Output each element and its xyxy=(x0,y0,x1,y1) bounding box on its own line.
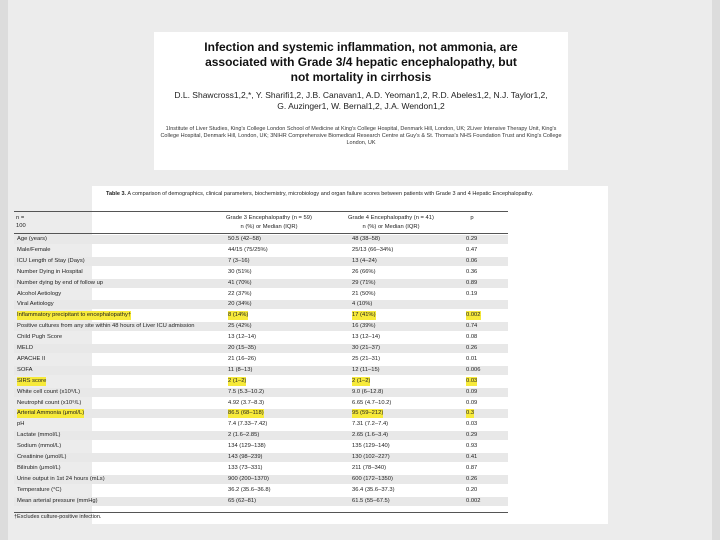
row-label: Number dying by end of follow up xyxy=(17,279,104,286)
table-row xyxy=(14,409,508,418)
grade4-value: 12 (11–15) xyxy=(352,366,380,373)
table-row xyxy=(14,475,508,484)
grade3-value: 36.2 (35.6–36.8) xyxy=(228,486,271,493)
affiliations: 1Institute of Liver Studies, King's College London School of Medicine at King's College Hospital, Denmark Hill, London, UK; 2Liver Intensive Therapy Unit, King's College Hospital, Denmark Hill, London, UK; 3NIHR Comprehensive Biomedical Research Centre at Guy's & St. Thomas's NHS Foundation Trust and King's College London, UK xyxy=(160,126,562,146)
table-caption-text: A comparison of demographics, clinical parameters, biochemistry, microbiology and organ failure scores between patients with Grade 3 and 4 Hepatic Encephalopathy. xyxy=(127,191,534,197)
row-label: Alcohol Aetiology xyxy=(17,290,62,297)
row-label: Age (years) xyxy=(17,236,47,242)
paper-title xyxy=(154,40,568,85)
row-label: Male/Female xyxy=(17,246,51,253)
p-value: 0.08 xyxy=(466,334,478,341)
grade4-value: 36.4 (35.6–37.3) xyxy=(352,486,395,493)
grade4-value: 135 (129–140) xyxy=(352,443,390,450)
table-footnote: †Excludes culture-positive infection. xyxy=(14,514,102,520)
grade3-value: 134 (129–138) xyxy=(228,443,266,450)
p-value: 0.09 xyxy=(466,399,478,406)
grade4-value: 25/13 (66–34%) xyxy=(352,246,394,253)
table-row xyxy=(14,333,508,342)
p-value: 0.26 xyxy=(466,475,478,482)
p-value: 0.002 xyxy=(466,312,481,319)
grade3-value: 41 (70%) xyxy=(228,279,252,286)
table-bottom-rule xyxy=(14,512,508,513)
grade3-value: 900 (200–1370) xyxy=(228,475,269,482)
grade4-value: 61.5 (55–67.5) xyxy=(352,497,390,504)
grade4-value: 29 (71%) xyxy=(352,279,376,286)
p-value: 0.03 xyxy=(466,421,478,428)
row-label: Child Pugh Score xyxy=(17,334,63,341)
p-value: 0.36 xyxy=(466,268,478,275)
row-label: Arterial Ammonia (μmol/L) xyxy=(17,410,85,417)
col-grade3-title: Grade 3 Encephalopathy (n = 59) xyxy=(226,215,312,221)
grade4-value: 30 (21–37) xyxy=(352,345,381,351)
row-label: Positive cultures from any site within 48 hours of Liver ICU admission xyxy=(17,323,195,330)
row-label: Bilirubin (μmol/L) xyxy=(17,464,61,471)
table-row xyxy=(14,322,508,331)
col-p-value: p xyxy=(470,215,474,221)
row-label: Temperature (°C) xyxy=(17,486,62,493)
table-row xyxy=(14,344,508,353)
grade3-value: 143 (98–239) xyxy=(228,454,263,460)
col-grade4-title: Grade 4 Encephalopathy (n = 41) xyxy=(348,215,434,221)
grade3-value: 44/15 (75/25%) xyxy=(228,246,268,253)
table-top-rule xyxy=(14,211,508,212)
p-value: 0.26 xyxy=(466,345,478,351)
n-label: n = 100 xyxy=(16,215,26,229)
grade4-value: 600 (172–1350) xyxy=(352,475,393,482)
grade4-value: 48 (38–58) xyxy=(352,236,381,242)
row-label: Mean arterial pressure (mmHg) xyxy=(17,497,98,504)
p-value: 0.03 xyxy=(466,377,478,384)
grade3-value: 13 (12–14) xyxy=(228,334,257,341)
row-label: Viral Aetiology xyxy=(17,301,54,308)
title-line-3: not mortality in cirrhosis xyxy=(290,70,432,84)
grade4-value: 13 (4–24) xyxy=(352,257,377,264)
grade4-value: 95 (59–212) xyxy=(352,410,384,417)
grade3-value: 20 (34%) xyxy=(228,301,252,308)
grade3-value: 20 (15–35) xyxy=(228,345,257,351)
grade4-value: 16 (39%) xyxy=(352,323,376,330)
row-label: Neutrophil count (x10⁹/L) xyxy=(17,399,82,406)
p-value: 0.87 xyxy=(466,464,478,471)
grade4-value: 6.65 (4.7–10.2) xyxy=(352,399,392,406)
grade4-value: 7.31 (7.2–7.4) xyxy=(352,421,389,428)
table-row xyxy=(14,497,508,506)
table-row xyxy=(14,420,508,429)
p-value: 0.29 xyxy=(466,432,478,439)
table-row xyxy=(14,366,508,375)
p-value: 0.89 xyxy=(466,279,478,286)
grade3-value: 4.92 (3.7–8.3) xyxy=(228,399,265,406)
row-label: Inflammatory precipitant to encephalopathy† xyxy=(17,312,132,319)
grade3-value: 8 (14%) xyxy=(228,312,249,319)
table-row xyxy=(14,486,508,495)
grade4-value: 26 (66%) xyxy=(352,268,376,275)
row-label: Sodium (mmol/L) xyxy=(17,443,62,450)
table-row xyxy=(14,246,508,255)
table-row xyxy=(14,431,508,440)
table-caption-label: Table 3. xyxy=(106,191,127,197)
grade4-value: 2 (1–2) xyxy=(352,377,371,384)
grade3-value: 7.4 (7.33–7.42) xyxy=(228,421,268,428)
table-header-rule xyxy=(14,233,508,234)
p-value: 0.20 xyxy=(466,486,478,493)
col-grade3-subtitle: n (%) or Median (IQR) xyxy=(240,224,298,230)
row-label: Creatinine (μmol/L) xyxy=(17,454,67,460)
authors-line-1: D.L. Shawcross1,2,*, Y. Sharifi1,2, J.B. Canavan1, A.D. Yeoman1,2, R.D. Abeles1,2, N.J. Taylor1,2, xyxy=(174,90,548,100)
table-row xyxy=(14,399,508,408)
right-margin-strip xyxy=(712,0,720,540)
table-row xyxy=(14,290,508,299)
p-value: 0.19 xyxy=(466,290,478,297)
grade3-value: 21 (16–26) xyxy=(228,355,257,362)
left-margin-strip xyxy=(0,0,8,540)
p-value: 0.006 xyxy=(466,366,481,373)
grade4-value: 25 (21–31) xyxy=(352,355,381,362)
table-row xyxy=(14,388,508,397)
grade3-value: 7 (3–16) xyxy=(228,257,250,264)
table-row xyxy=(14,355,508,364)
grade3-value: 65 (62–81) xyxy=(228,497,257,504)
grade4-value: 17 (41%) xyxy=(352,312,376,319)
paper-header xyxy=(154,32,568,170)
table-row xyxy=(14,268,508,277)
table-row xyxy=(14,235,508,244)
row-label: White cell count (x10⁹/L) xyxy=(17,388,81,395)
grade3-value: 30 (51%) xyxy=(228,268,252,275)
grade4-value: 130 (102–227) xyxy=(352,454,390,460)
title-line-2: associated with Grade 3/4 hepatic encephalopathy, but xyxy=(205,55,517,69)
table-row xyxy=(14,311,508,320)
grade4-value: 211 (78–340) xyxy=(352,464,387,471)
col-grade4-subtitle: n (%) or Median (IQR) xyxy=(362,224,420,230)
grade4-value: 4 (10%) xyxy=(352,301,373,308)
grade4-value: 9.0 (6–12.8) xyxy=(352,388,384,395)
table-row xyxy=(14,279,508,288)
grade3-value: 7.5 (5.3–10.2) xyxy=(228,388,265,395)
grade3-value: 2 (1.6–2.85) xyxy=(228,432,260,439)
authors-line-2: G. Auzinger1, W. Bernal1,2, J.A. Wendon1,2 xyxy=(277,101,445,111)
table-row xyxy=(14,257,508,266)
grade3-value: 133 (73–331) xyxy=(228,464,263,471)
row-label: ICU Length of Stay (Days) xyxy=(17,257,85,264)
row-label: SIRS score xyxy=(17,377,47,384)
grade3-value: 50.5 (42–58) xyxy=(228,236,261,242)
p-value: 0.29 xyxy=(466,236,478,242)
row-label: Lactate (mmol/L) xyxy=(17,432,61,439)
grade3-value: 86.5 (68–118) xyxy=(228,410,264,417)
p-value: 0.06 xyxy=(466,257,478,264)
p-value: 0.09 xyxy=(466,388,478,395)
p-value: 0.47 xyxy=(466,246,478,253)
p-value: 0.41 xyxy=(466,454,478,460)
table-row xyxy=(14,300,508,309)
row-label: Number Dying in Hospital xyxy=(17,268,83,275)
p-value: 0.3 xyxy=(466,410,475,417)
grade4-value: 13 (12–14) xyxy=(352,334,381,341)
p-value: 0.93 xyxy=(466,443,478,450)
p-value: 0.01 xyxy=(466,355,478,362)
row-label: SOFA xyxy=(17,366,33,373)
table-row xyxy=(14,442,508,451)
table-row xyxy=(14,453,508,462)
table-row xyxy=(14,377,508,386)
grade3-value: 22 (37%) xyxy=(228,290,252,297)
p-value: 0.002 xyxy=(466,497,481,504)
row-label: MELD xyxy=(17,345,34,351)
row-label: pH xyxy=(17,421,25,428)
row-label: Urine output in 1st 24 hours (mLs) xyxy=(17,475,105,482)
grade4-value: 21 (50%) xyxy=(352,290,376,297)
grade3-value: 11 (8–13) xyxy=(228,366,253,373)
table-caption xyxy=(106,190,600,198)
row-label: APACHE II xyxy=(17,355,46,362)
grade3-value: 25 (42%) xyxy=(228,323,252,330)
title-line-1: Infection and systemic inflammation, not ammonia, are xyxy=(204,40,518,54)
grade4-value: 2.65 (1.6–3.4) xyxy=(352,432,389,439)
table-row xyxy=(14,464,508,473)
p-value: 0.74 xyxy=(466,323,478,330)
grade3-value: 2 (1–2) xyxy=(228,377,247,384)
author-list xyxy=(154,90,568,112)
